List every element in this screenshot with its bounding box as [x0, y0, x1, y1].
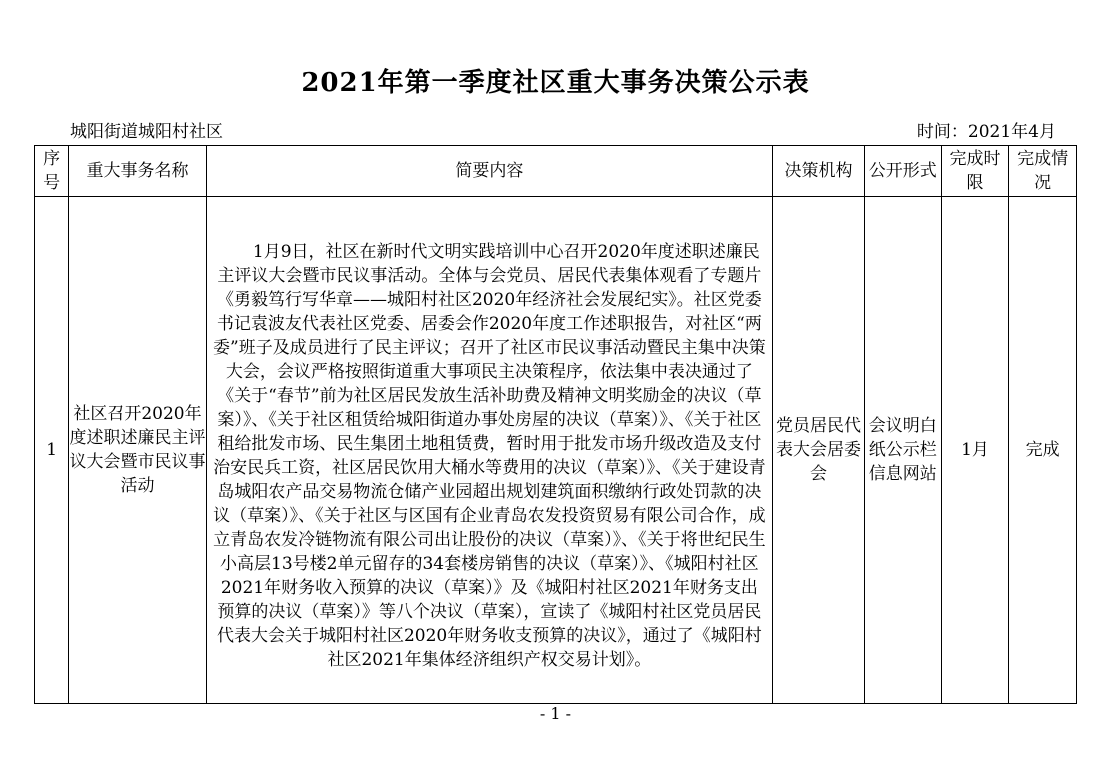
header-name: 重大事务名称 [69, 146, 206, 197]
community-name: 城阳街道城阳村社区 [70, 122, 223, 142]
row-status: 完成 [1009, 197, 1077, 704]
table-row [35, 197, 1077, 704]
row-summary: 1月9日，社区在新时代文明实践培训中心召开2020年度述职述廉民主评议大会暨市民议事活动。全体与会党员、居民代表集体观看了专题片《勇毅笃行写华章——城阳村社区2020年经济社会发展纪实》。社区党委书记袁波友代表社区党委、居委会作2020年度工作述职报告，对社区“两委”班子及成员进行了民主评议；召开了社区市民议事活动暨民主集中决策大会，会议严格按照街道重大事项民主决策程序，依法集中表决通过了《关于“春节”前为社区居民发放生活补助费及精神文明奖励金的决议（草案）》、《关于社区租赁给城阳街道办事处房屋的决议（草案）》、《关于社区租给批发市场、民生集团土地租赁费，暂时用于批发市场升级改造及支付治安民兵工资，社区居民饮用大桶水等费用的决议（草案）》、《关于建设青岛城阳农产品交易物流仓储产业园超出规划建筑面积缴纳行政处罚款的决议（草案）》、《关于社区与区国有企业青岛农发投资贸易有限公司合作，成立青岛农发冷链物流有限公司出让股份的决议（草案）》、《关于将世纪民生小高层13号楼2单元留存的34套楼房销售的决议（草案）》、《城阳村社区2021年财务收入预算的决议（草案）》及《城阳村社区2021年财务支出预算的决议（草案）》等八个决议（草案），宣读了《城阳村社区党员居民代表大会关于城阳村社区2020年财务收支预算的决议》，通过了《城阳村社区2021年集体经济组织产权交易计划》。 [213, 242, 766, 670]
decision-table [34, 145, 1077, 704]
row-public-form: 会议明白纸公示栏信息网站 [864, 197, 941, 704]
header-seq: 序号 [35, 146, 69, 197]
row-matter-name: 社区召开2020年度述职述廉民主评议大会暨市民议事活动 [69, 197, 206, 704]
header-public-form: 公开形式 [864, 146, 941, 197]
header-deadline: 完成时限 [941, 146, 1009, 197]
row-deadline: 1月 [941, 197, 1009, 704]
row-seq: 1 [35, 197, 69, 704]
row-summary-cell [206, 197, 772, 704]
row-decision-body: 党员居民代表大会居委会 [773, 197, 865, 704]
table-header-row [35, 146, 1077, 197]
publish-time: 时间：2021年4月 [916, 122, 1056, 142]
page-number: - 1 - [539, 704, 572, 723]
document-title: 2021年第一季度社区重大事务决策公示表 [301, 68, 810, 98]
header-decision-body: 决策机构 [773, 146, 865, 197]
header-status: 完成情况 [1009, 146, 1077, 197]
header-summary: 简要内容 [206, 146, 772, 197]
